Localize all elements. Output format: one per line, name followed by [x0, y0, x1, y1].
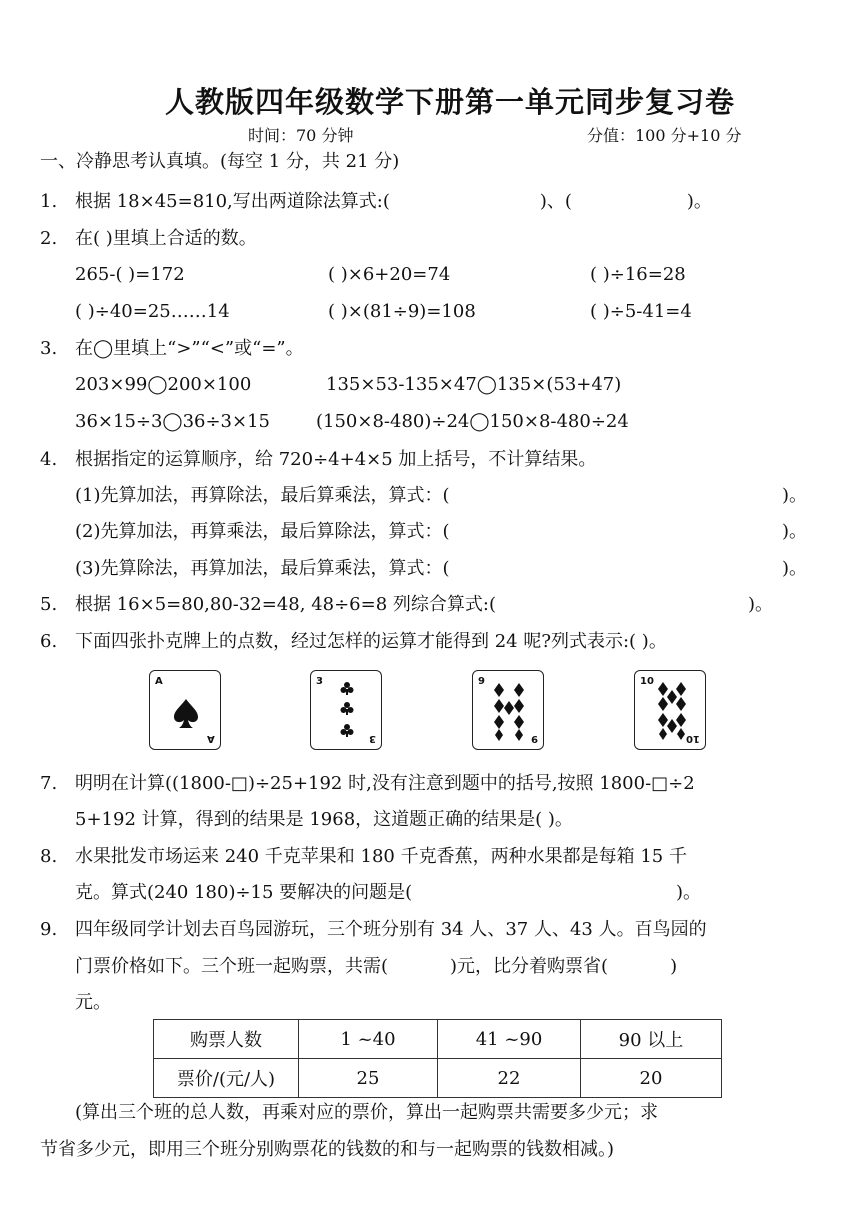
q4-close: )。: [782, 485, 808, 506]
q9-part: ): [670, 956, 678, 977]
table-row: [154, 1020, 722, 1059]
q3-compare[interactable]: 36×15÷3◯36÷3×15: [75, 411, 270, 432]
card-rank: 9: [531, 733, 538, 744]
club-icon: [311, 671, 383, 751]
question-number: 3.: [40, 338, 58, 359]
card-rank: 10: [686, 733, 700, 744]
q4-item: (1)先算加法，再算除法，最后算乘法，算式：(: [75, 485, 450, 506]
q4-close: )。: [782, 521, 808, 542]
table-cell: 22: [438, 1059, 581, 1098]
question-3-text: 在◯里填上“>”“<”或“=”。: [75, 338, 304, 359]
q3-compare[interactable]: 203×99◯200×100: [75, 374, 252, 395]
q9-part: 门票价格如下。三个班一起购票，共需(: [75, 956, 389, 977]
playing-card-nine-diamonds: [472, 670, 544, 750]
table-row: [154, 1059, 722, 1098]
diamond-icon: [635, 671, 707, 751]
table-cell: 90 以上: [581, 1020, 722, 1059]
exam-time: 时间：70 分钟: [248, 126, 354, 145]
question-9-line2: [75, 958, 677, 976]
question-number: 7.: [40, 773, 58, 794]
hint-line1: (算出三个班的总人数，再乘对应的票价，算出一起购票共需要多少元；求: [75, 1102, 659, 1123]
q4-item: (2)先算加法，再算乘法，最后算除法，算式：(: [75, 521, 450, 542]
section-heading: 一、冷静思考认真填。(每空 1 分，共 21 分): [40, 151, 400, 172]
question-6-text: 下面四张扑克牌上的点数，经过怎样的运算才能得到 24 呢?列式表示:( )。: [75, 631, 667, 652]
question-number: 5.: [40, 594, 58, 615]
card-rank: A: [155, 676, 163, 687]
q4-item: (3)先算除法，再算加法，最后算乘法，算式：(: [75, 558, 450, 579]
table-cell: 20: [581, 1059, 722, 1098]
q1-mid: )、(: [539, 191, 572, 212]
q1-end: )。: [686, 191, 712, 212]
card-rank: 10: [640, 676, 654, 687]
question-number: 4.: [40, 449, 58, 470]
question-number: 1.: [40, 191, 58, 212]
table-cell: 41 ~90: [438, 1020, 581, 1059]
q3-compare[interactable]: 135×53-135×47◯135×(53+47): [326, 374, 622, 395]
question-number: 6.: [40, 631, 58, 652]
q5-end: )。: [748, 594, 774, 615]
q2-expr[interactable]: ( )÷5-41=4: [590, 301, 692, 322]
card-rank: 3: [316, 676, 323, 687]
table-cell: 票价/(元/人): [154, 1059, 299, 1098]
q9-part: )元，比分着购票省(: [450, 956, 609, 977]
playing-card-ace-spades: [149, 670, 221, 750]
q4-close: )。: [782, 558, 808, 579]
diamond-icon: [473, 671, 545, 751]
question-8-line2: 克。算式(240 180)÷15 要解决的问题是(: [75, 882, 413, 903]
q2-expr[interactable]: 265-( )=172: [75, 264, 185, 285]
table-cell: 购票人数: [154, 1020, 299, 1059]
question-4-text: 根据指定的运算顺序，给 720÷4+4×5 加上括号，不计算结果。: [75, 449, 597, 470]
question-number: 2.: [40, 228, 58, 249]
q2-expr[interactable]: ( )×6+20=74: [328, 264, 451, 285]
question-1-text: [75, 193, 712, 211]
q2-expr[interactable]: ( )÷40=25……14: [75, 301, 230, 322]
question-9-line1: 四年级同学计划去百鸟园游玩，三个班分别有 34 人、37 人、43 人。百鸟园的: [75, 919, 707, 940]
spade-icon: [150, 671, 222, 751]
playing-card-ten-diamonds: [634, 670, 706, 750]
q3-compare[interactable]: (150×8-480)÷24◯150×8-480÷24: [316, 411, 629, 432]
question-number: 8.: [40, 846, 58, 867]
table-cell: 1 ~40: [299, 1020, 438, 1059]
q2-expr[interactable]: ( )÷16=28: [590, 264, 686, 285]
card-rank: 9: [478, 676, 485, 687]
card-rank: 3: [369, 733, 376, 744]
question-7-line1: 明明在计算((1800-□)÷25+192 时,没有注意到题中的括号,按照 1800-□÷2: [75, 773, 695, 794]
exam-score: 分值：100 分+10 分: [587, 126, 742, 145]
question-7-line2: 5+192 计算，得到的结果是 1968，这道题正确的结果是( )。: [75, 809, 573, 830]
hint-line2: 节省多少元，即用三个班分别购票花的钱数的和与一起购票的钱数相减。): [40, 1139, 615, 1160]
q2-expr[interactable]: ( )×(81÷9)=108: [328, 301, 476, 322]
card-rank: A: [207, 733, 215, 744]
q1-prompt: 根据 18×45=810,写出两道除法算式:(: [75, 191, 390, 212]
playing-card-three-clubs: [310, 670, 382, 750]
ticket-price-table: [153, 1019, 722, 1098]
question-8-line1: 水果批发市场运来 240 千克苹果和 180 千克香蕉，两种水果都是每箱 15 千: [75, 846, 687, 867]
question-2-text: 在( )里填上合适的数。: [75, 228, 257, 249]
page-title: 人教版四年级数学下册第一单元同步复习卷: [164, 85, 735, 119]
table-cell: 25: [299, 1059, 438, 1098]
q8-end: )。: [676, 882, 702, 903]
question-9-line3: 元。: [75, 992, 111, 1013]
question-number: 9.: [40, 919, 58, 940]
question-5-text: 根据 16×5=80,80-32=48, 48÷6=8 列综合算式:(: [75, 594, 496, 615]
